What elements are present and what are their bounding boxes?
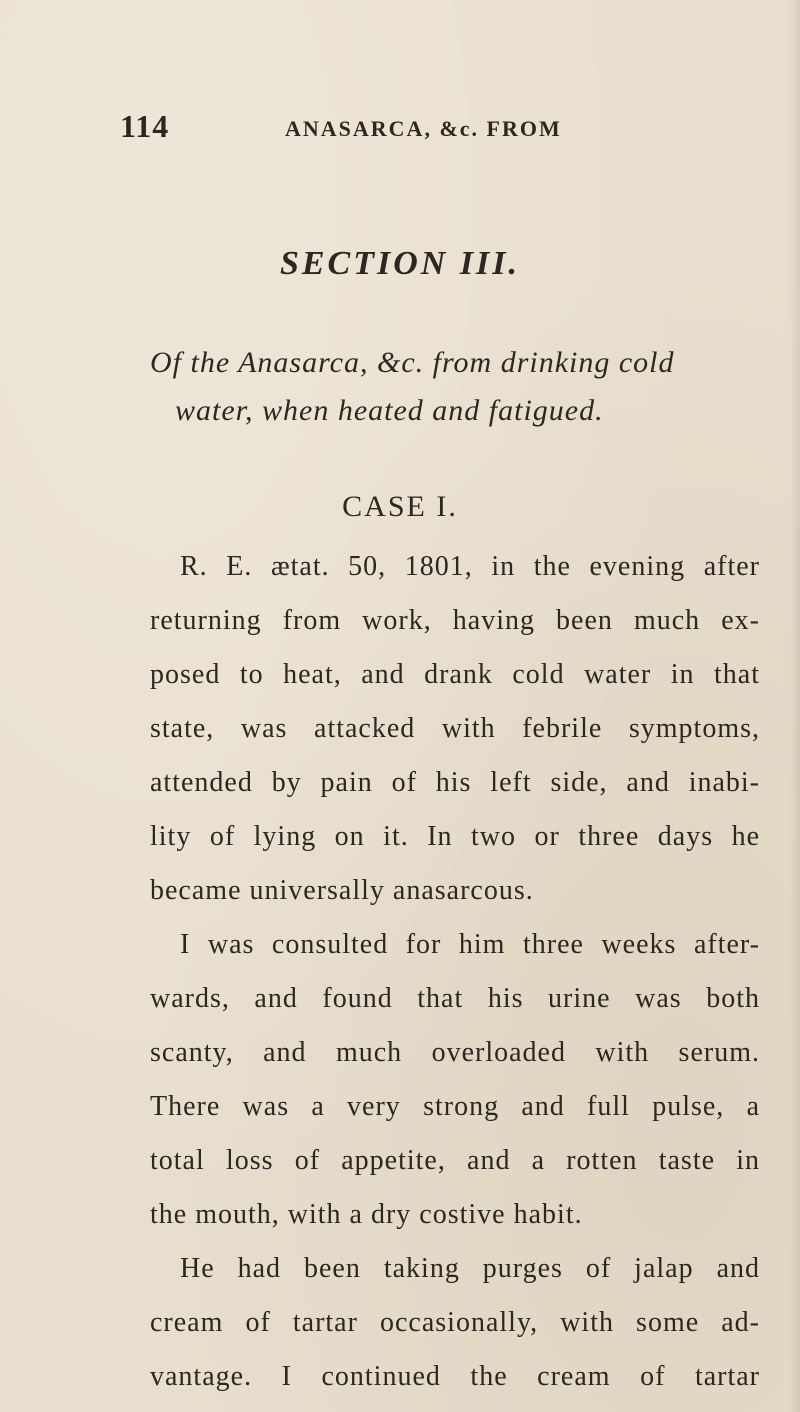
section-subtitle-line-1: Of the Anasarca, &c. from drinking cold [150, 346, 675, 379]
section-subtitle-line-2: water, when heated and fatigued. [175, 394, 604, 427]
case-heading: CASE I. [342, 490, 458, 523]
running-title: ANASARCA, &c. FROM [285, 116, 562, 141]
page-number: 114 [120, 108, 170, 144]
paragraph-line: attended by pain of his left side, and inabi- [150, 767, 760, 798]
paragraph-line: wards, and found that his urine was both [150, 983, 760, 1014]
paragraph-line: cream of tartar occasionally, with some ad- [150, 1307, 760, 1338]
paragraph-line: posed to heat, and drank cold water in that [150, 659, 760, 690]
paragraph-line: scanty, and much overloaded with serum. [150, 1037, 760, 1068]
paragraph-line: There was a very strong and full pulse, a [150, 1091, 760, 1122]
paragraph-line: He had been taking purges of jalap and [180, 1253, 760, 1284]
page-edge-shadow [790, 0, 800, 1412]
paragraph-line: state, was attacked with febrile symptoms, [150, 713, 760, 744]
paragraph-line: the mouth, with a dry costive habit. [150, 1199, 583, 1230]
paragraph-line: I was consulted for him three weeks after- [180, 929, 760, 960]
paragraph-line: became universally anasarcous. [150, 875, 534, 906]
paragraph-line: vantage. I continued the cream of tartar [150, 1361, 760, 1392]
running-head [120, 108, 740, 148]
paragraph-line: R. E. ætat. 50, 1801, in the evening after [180, 551, 760, 582]
section-heading: SECTION III. [279, 245, 521, 282]
paragraph-line: total loss of appetite, and a rotten taste in [150, 1145, 760, 1176]
paragraph-line: lity of lying on it. In two or three days he [150, 821, 760, 852]
paragraph-line: returning from work, having been much ex- [150, 605, 760, 636]
